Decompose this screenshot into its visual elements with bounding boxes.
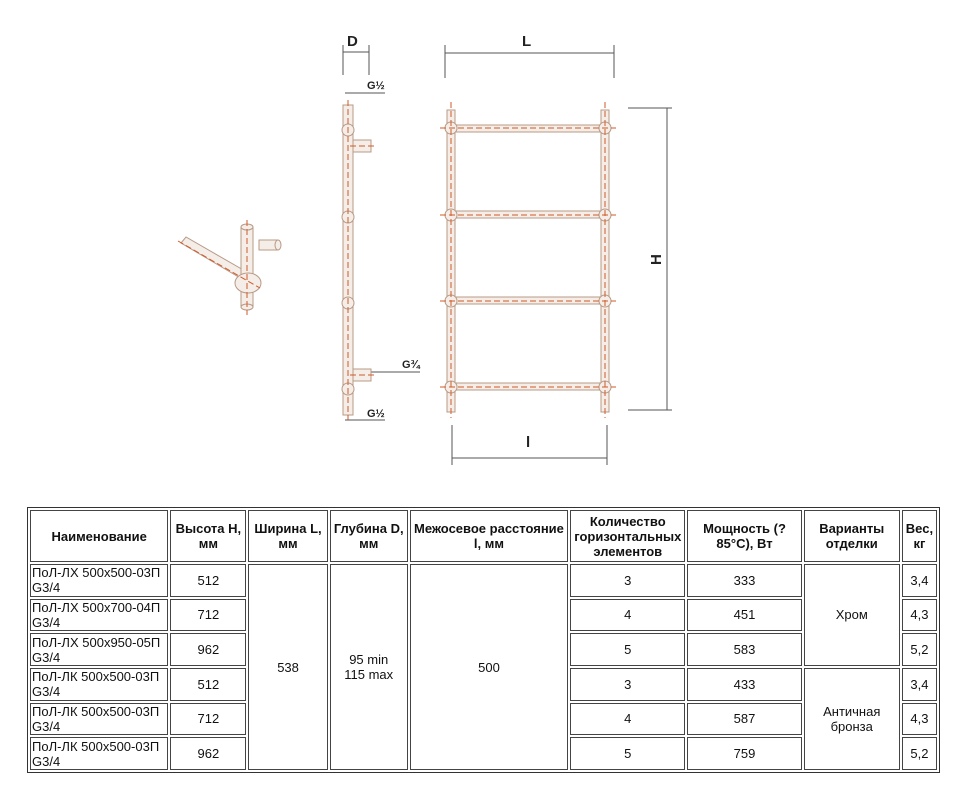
cell-count: 4	[570, 703, 685, 736]
dim-label-L: L	[522, 33, 532, 50]
cell-weight: 4,3	[902, 703, 937, 736]
dim-label-H: H	[648, 254, 665, 265]
cell-center-distance: 500	[410, 564, 568, 770]
depth-min: 95 min	[349, 652, 389, 667]
cell-height: 962	[170, 737, 246, 770]
cell-power: 759	[687, 737, 801, 770]
thread-label-bottom: G½	[367, 408, 385, 420]
cell-name: ПоЛ-ЛК 500х500-03П G3/4	[30, 737, 168, 770]
header-height: Высота H, мм	[170, 510, 246, 562]
spec-table	[27, 507, 940, 773]
cell-height: 712	[170, 703, 246, 736]
side-view	[342, 105, 371, 415]
cell-weight: 5,2	[902, 633, 937, 666]
cell-power: 433	[687, 668, 801, 701]
cell-weight: 3,4	[902, 668, 937, 701]
cell-count: 5	[570, 633, 685, 666]
cell-weight: 5,2	[902, 737, 937, 770]
header-depth: Глубина D, мм	[330, 510, 408, 562]
thread-label-top: G½	[367, 80, 385, 92]
cell-width: 538	[248, 564, 327, 770]
header-element-count: Количество горизонтальных элементов	[570, 510, 685, 562]
dim-label-l: l	[526, 434, 531, 451]
cell-weight: 3,4	[902, 564, 937, 597]
cell-name: ПоЛ-ЛХ 500х500-03П G3/4	[30, 564, 168, 597]
cell-count: 5	[570, 737, 685, 770]
fitting-isometric	[181, 224, 281, 310]
depth-max: 115 max	[344, 667, 394, 682]
cell-power: 333	[687, 564, 801, 597]
dim-label-D: D	[347, 33, 358, 50]
header-name: Наименование	[30, 510, 168, 562]
cell-name: ПоЛ-ЛК 500х500-03П G3/4	[30, 668, 168, 701]
table-header-row	[30, 510, 937, 562]
cell-power: 587	[687, 703, 801, 736]
header-weight: Вес, кг	[902, 510, 937, 562]
header-power: Мощность (? 85°C), Вт	[687, 510, 801, 562]
cell-weight: 4,3	[902, 599, 937, 632]
cell-count: 3	[570, 564, 685, 597]
cell-count: 4	[570, 599, 685, 632]
header-finish: Варианты отделки	[804, 510, 900, 562]
cell-name: ПоЛ-ЛХ 500х700-04П G3/4	[30, 599, 168, 632]
table-row	[30, 564, 937, 597]
cell-count: 3	[570, 668, 685, 701]
cell-name: ПоЛ-ЛХ 500х950-05П G3/4	[30, 633, 168, 666]
cell-depth	[330, 564, 408, 770]
cell-name: ПоЛ-ЛК 500х500-03П G3/4	[30, 703, 168, 736]
cell-power: 583	[687, 633, 801, 666]
header-width: Ширина L, мм	[248, 510, 327, 562]
thread-label-side: G¾	[402, 359, 420, 371]
cell-height: 962	[170, 633, 246, 666]
cell-height: 512	[170, 564, 246, 597]
cell-height: 512	[170, 668, 246, 701]
front-view	[445, 110, 611, 412]
cell-height: 712	[170, 599, 246, 632]
header-center-distance: Межосевое расстояние l, мм	[410, 510, 568, 562]
cell-power: 451	[687, 599, 801, 632]
cell-finish-bronze: Античная бронза	[804, 668, 900, 770]
cell-finish-chrome: Хром	[804, 564, 900, 666]
